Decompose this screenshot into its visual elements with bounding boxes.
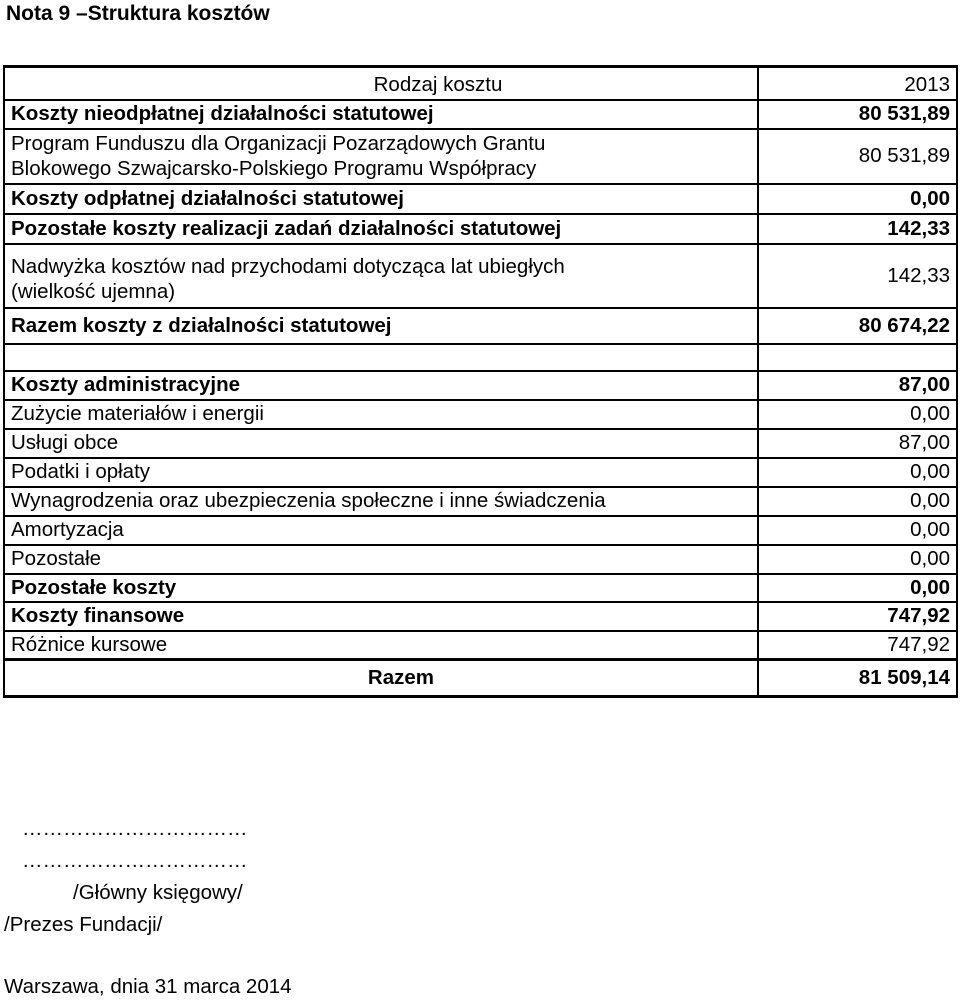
row-label: Wynagrodzenia oraz ubezpieczenia społeczne i inne świadczenia bbox=[4, 487, 758, 516]
table-row bbox=[4, 371, 957, 400]
table-row bbox=[4, 100, 957, 129]
row-label: Usługi obce bbox=[4, 429, 758, 458]
accountant-signature-label: /Główny księgowy/ bbox=[73, 881, 243, 904]
row-label: Koszty finansowe bbox=[4, 602, 758, 631]
row-label: Koszty odpłatnej działalności statutowej bbox=[4, 184, 758, 214]
row-label: Pozostałe koszty realizacji zadań działalności statutowej bbox=[4, 214, 758, 244]
row-label: Różnice kursowe bbox=[4, 631, 758, 660]
row-value: 0,00 bbox=[758, 574, 957, 602]
row-label-line: Blokowego Szwajcarsko-Polskiego Programu Współpracy bbox=[11, 157, 537, 180]
row-label: Pozostałe koszty bbox=[4, 574, 758, 602]
row-value: 87,00 bbox=[758, 371, 957, 400]
row-label: Koszty nieodpłatnej działalności statutowej bbox=[4, 100, 758, 129]
document-title: Nota 9 –Struktura kosztów bbox=[6, 2, 270, 25]
row-value: 0,00 bbox=[758, 400, 957, 429]
row-label: Koszty administracyjne bbox=[4, 371, 758, 400]
row-label: Podatki i opłaty bbox=[4, 458, 758, 487]
row-value: 87,00 bbox=[758, 429, 957, 458]
table-row bbox=[4, 631, 957, 660]
row-value: 0,00 bbox=[758, 487, 957, 516]
row-value: 0,00 bbox=[758, 458, 957, 487]
row-value: 747,92 bbox=[758, 602, 957, 631]
table-row bbox=[4, 516, 957, 545]
row-label: Amortyzacja bbox=[4, 516, 758, 545]
row-value: 80 674,22 bbox=[758, 308, 957, 344]
signature-dots-line: …………………………… bbox=[22, 817, 248, 840]
row-value: 80 531,89 bbox=[758, 129, 957, 184]
row-label-line: Nadwyżka kosztów nad przychodami dotycząca lat ubiegłych bbox=[11, 255, 565, 278]
table-total-row bbox=[4, 660, 957, 697]
table-row bbox=[4, 574, 957, 602]
row-label: Zużycie materiałów i energii bbox=[4, 400, 758, 429]
row-label bbox=[4, 244, 758, 308]
table-row bbox=[4, 400, 957, 429]
table-row bbox=[4, 602, 957, 631]
table-row bbox=[4, 244, 957, 308]
row-label-line: (wielkość ujemna) bbox=[11, 280, 176, 303]
header-year: 2013 bbox=[758, 71, 957, 100]
header-cost-type: Rodzaj kosztu bbox=[4, 71, 758, 100]
place-date: Warszawa, dnia 31 marca 2014 bbox=[4, 975, 292, 998]
row-label-line: Program Funduszu dla Organizacji Pozarządowych Grantu bbox=[11, 132, 546, 155]
total-label: Razem bbox=[4, 660, 758, 697]
row-label bbox=[4, 129, 758, 184]
row-value: 80 531,89 bbox=[758, 100, 957, 129]
table-row bbox=[4, 429, 957, 458]
row-label: Pozostałe bbox=[4, 545, 758, 574]
total-value: 81 509,14 bbox=[758, 660, 957, 697]
table-row bbox=[4, 308, 957, 344]
row-value: 142,33 bbox=[758, 214, 957, 244]
table-row bbox=[4, 545, 957, 574]
row-value: 142,33 bbox=[758, 244, 957, 308]
row-value: 0,00 bbox=[758, 516, 957, 545]
president-signature-label: /Prezes Fundacji/ bbox=[4, 913, 163, 936]
signature-dots-line: …………………………… bbox=[22, 849, 248, 872]
row-value: 0,00 bbox=[758, 184, 957, 214]
row-label: Razem koszty z działalności statutowej bbox=[4, 308, 758, 344]
table-header-row bbox=[4, 71, 957, 100]
table-empty-row bbox=[4, 344, 957, 371]
table-row bbox=[4, 129, 957, 184]
table-row bbox=[4, 487, 957, 516]
cost-structure-table bbox=[3, 65, 958, 698]
row-value: 747,92 bbox=[758, 631, 957, 660]
table-row bbox=[4, 184, 957, 214]
table-row bbox=[4, 214, 957, 244]
row-value: 0,00 bbox=[758, 545, 957, 574]
table-row bbox=[4, 458, 957, 487]
